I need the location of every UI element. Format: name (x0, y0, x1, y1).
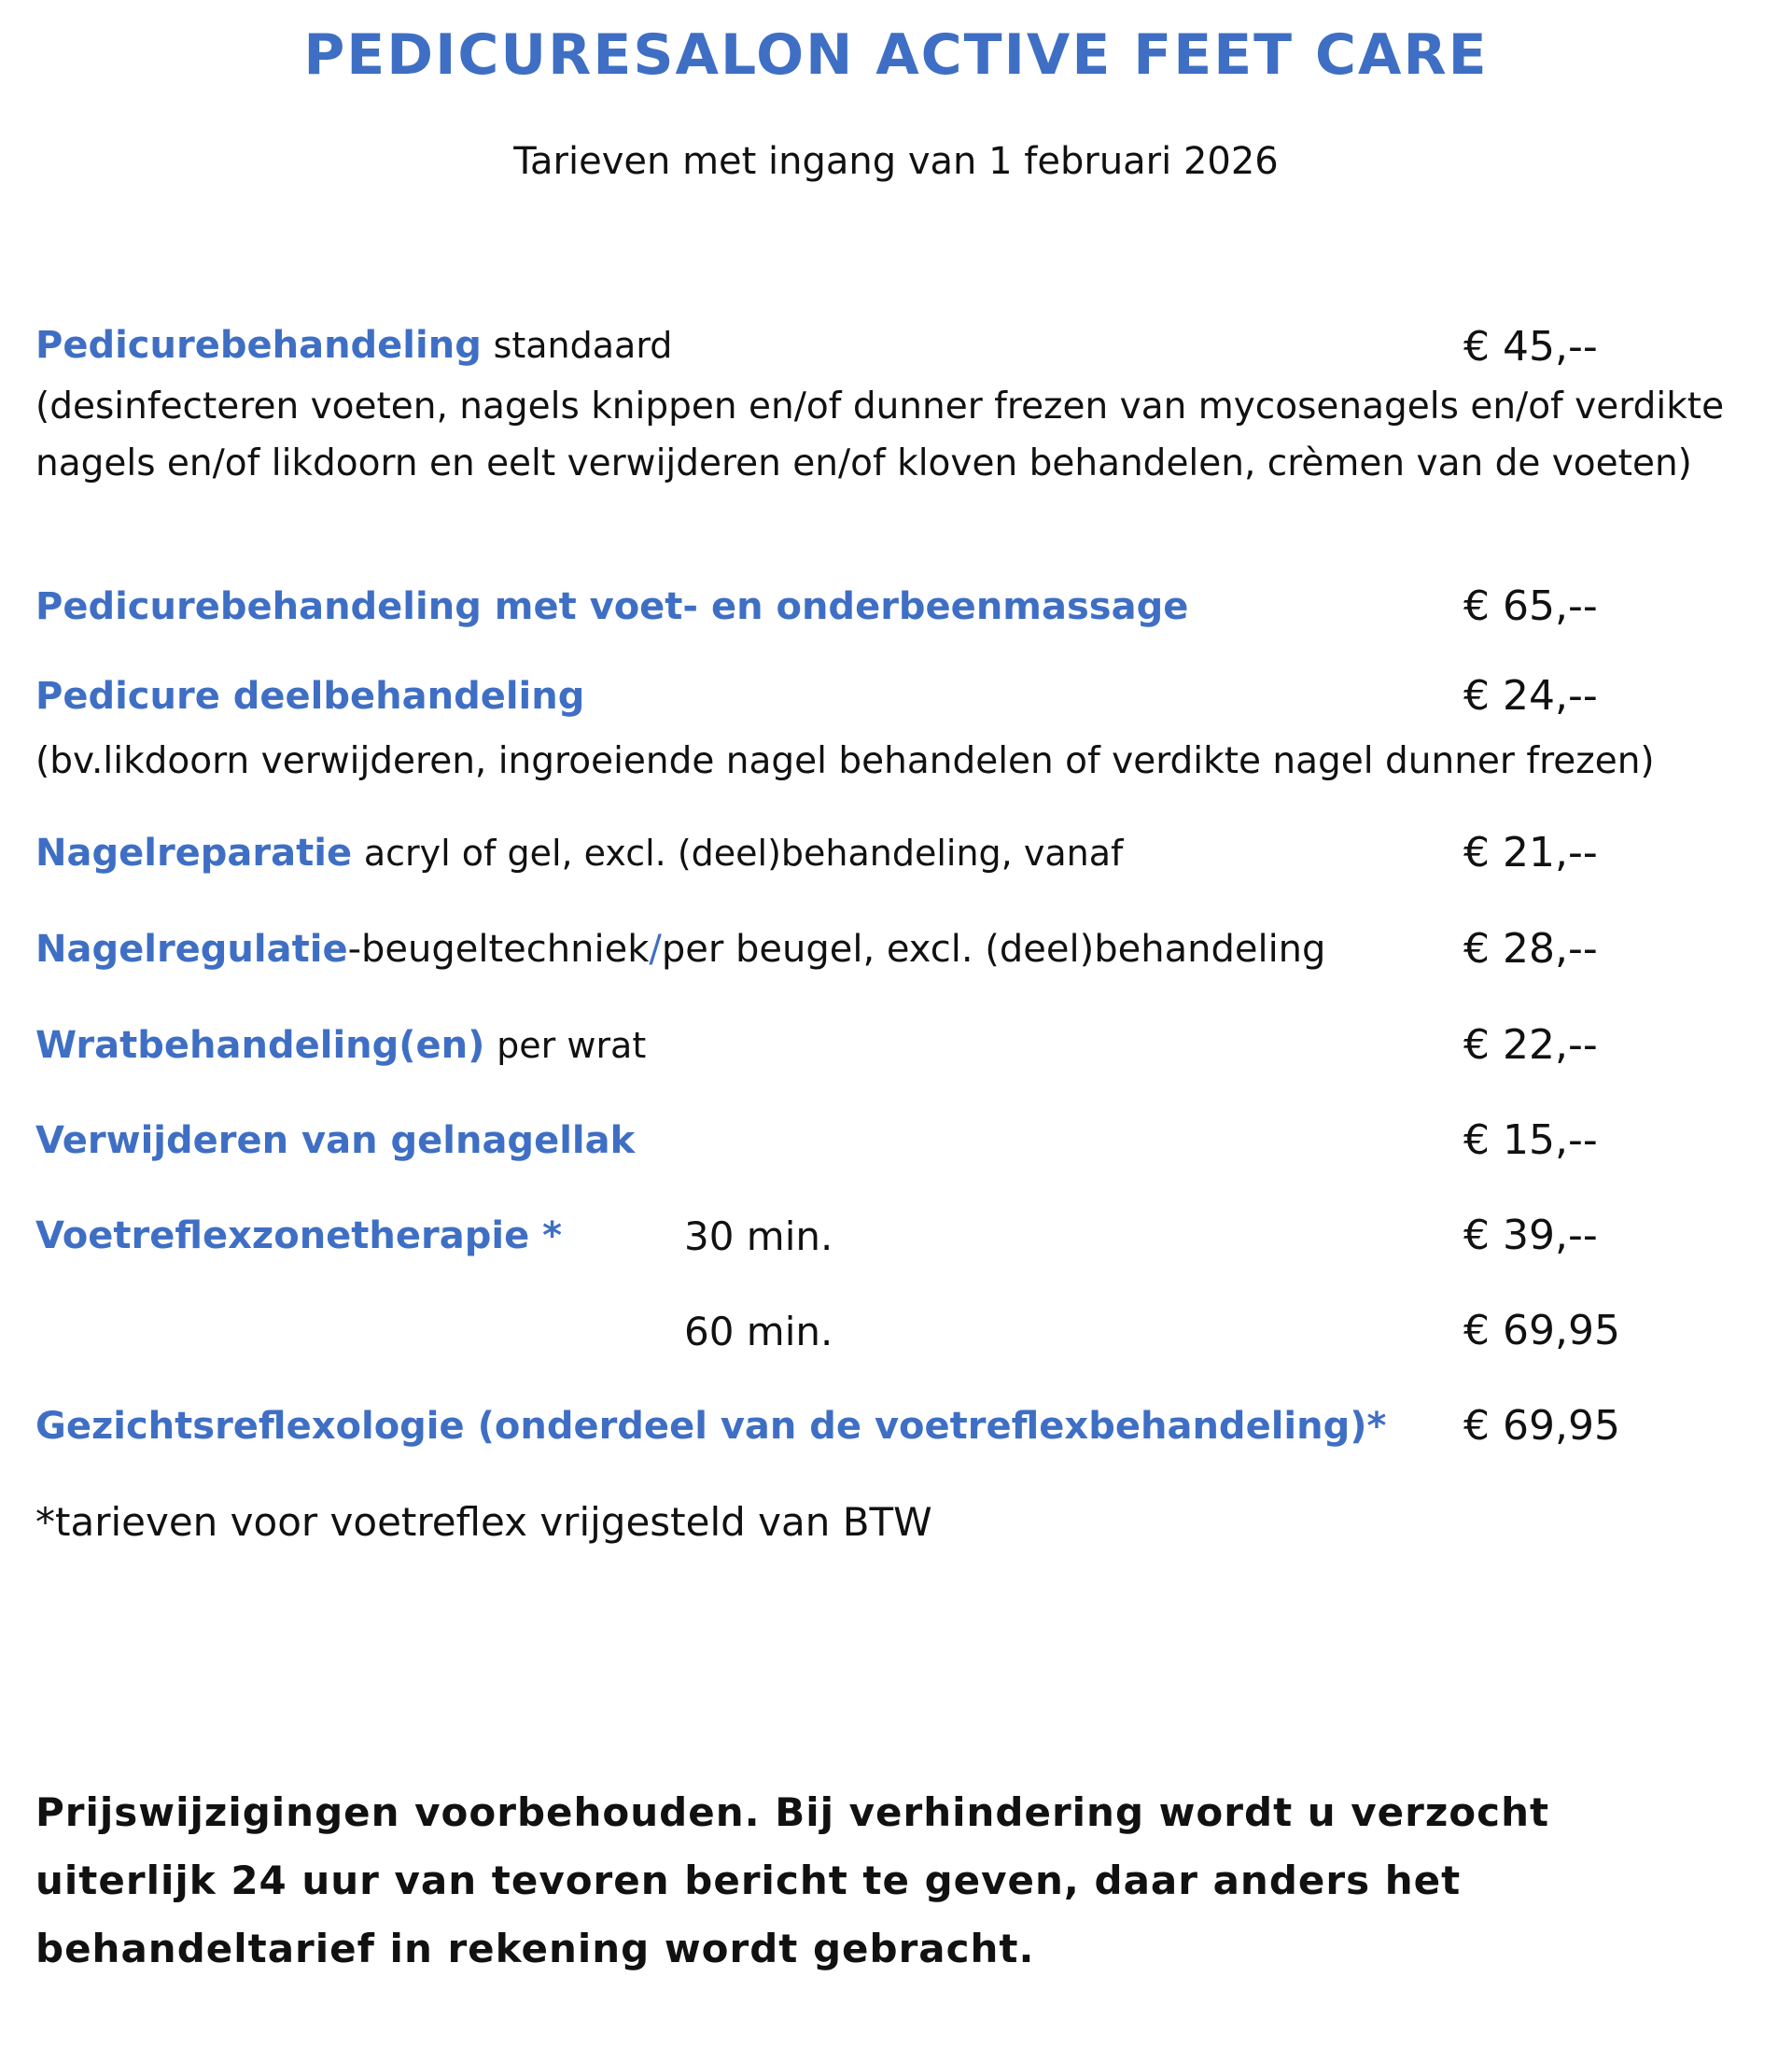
service-name: Verwijderen van gelnagellak (35, 1119, 636, 1162)
price-nagelregulatie: € 28,-- (1463, 925, 1598, 973)
service-gezicht (35, 1404, 1386, 1449)
price-standaard: € 45,-- (1463, 323, 1598, 371)
service-suffix: acryl of gel, excl. (deel)behandeling, vanaf (363, 833, 1124, 874)
service-name: Gezichtsreflexologie (onderdeel van de voetreflexbehandeling)* (35, 1405, 1387, 1448)
service-suffix: standaard (493, 325, 673, 366)
service-name: Voetreflexzonetherapie * (35, 1214, 563, 1257)
service-suffix: per wrat (497, 1025, 647, 1066)
cancellation-notice: Prijswijzigingen voorbehouden. Bij verhindering wordt u verzocht uiterlijk 24 uur van tevoren bericht te geven, daar anders het behandeltarief in rekening wordt gebracht. (35, 1789, 1550, 1971)
service-name: Wratbehandeling(en) (35, 1024, 485, 1067)
price-voetreflex-30: € 39,-- (1463, 1212, 1598, 1259)
price-massage: € 65,-- (1463, 582, 1598, 630)
service-gelnagellak (35, 1118, 635, 1163)
price-gezicht: € 69,95 (1463, 1402, 1620, 1450)
price-deel: € 24,-- (1463, 672, 1598, 720)
service-name: Nagelregulatie (35, 928, 348, 971)
duration-60: 60 min. (684, 1309, 833, 1354)
service-part1: -beugeltechniek (347, 928, 650, 971)
service-nagelregulatie (35, 927, 1325, 972)
description-standaard: (desinfecteren voeten, nagels knippen en/of dunner frezen van mycosenagels en/of verdikte nagels en/of likdoorn en eelt verwijderen en/of kloven behandelen, crèmen van de voeten) (35, 386, 1725, 484)
service-name: Nagelreparatie (35, 832, 353, 875)
service-voetreflex (35, 1213, 562, 1258)
service-wrat (35, 1023, 646, 1068)
description-deel: (bv.likdoorn verwijderen, ingroeiende nagel behandelen of verdikte nagel dunner frezen) (35, 740, 1655, 782)
page-title: PEDICURESALON ACTIVE FEET CARE (303, 22, 1489, 88)
service-part2: per beugel, excl. (deel)behandeling (661, 928, 1326, 971)
rates-effective-date: Tarieven met ingang van 1 februari 2026 (513, 140, 1279, 183)
service-nagelreparatie (35, 831, 1123, 876)
price-gelnagellak: € 15,-- (1463, 1116, 1598, 1164)
service-deel (35, 674, 584, 719)
service-name: Pedicurebehandeling (35, 324, 482, 367)
service-standaard (35, 323, 672, 368)
service-massage (35, 584, 1188, 629)
service-name: Pedicure deelbehandeling (35, 675, 585, 718)
service-name: Pedicurebehandeling met voet- en onderbeenmassage (35, 585, 1189, 628)
slash: / (649, 928, 662, 971)
price-wrat: € 22,-- (1463, 1021, 1598, 1069)
price-voetreflex-60: € 69,95 (1463, 1307, 1620, 1354)
duration-30: 30 min. (684, 1213, 833, 1259)
price-nagelreparatie: € 21,-- (1463, 829, 1598, 876)
vat-footnote: *tarieven voor voetreflex vrijgesteld van BTW (35, 1499, 932, 1545)
